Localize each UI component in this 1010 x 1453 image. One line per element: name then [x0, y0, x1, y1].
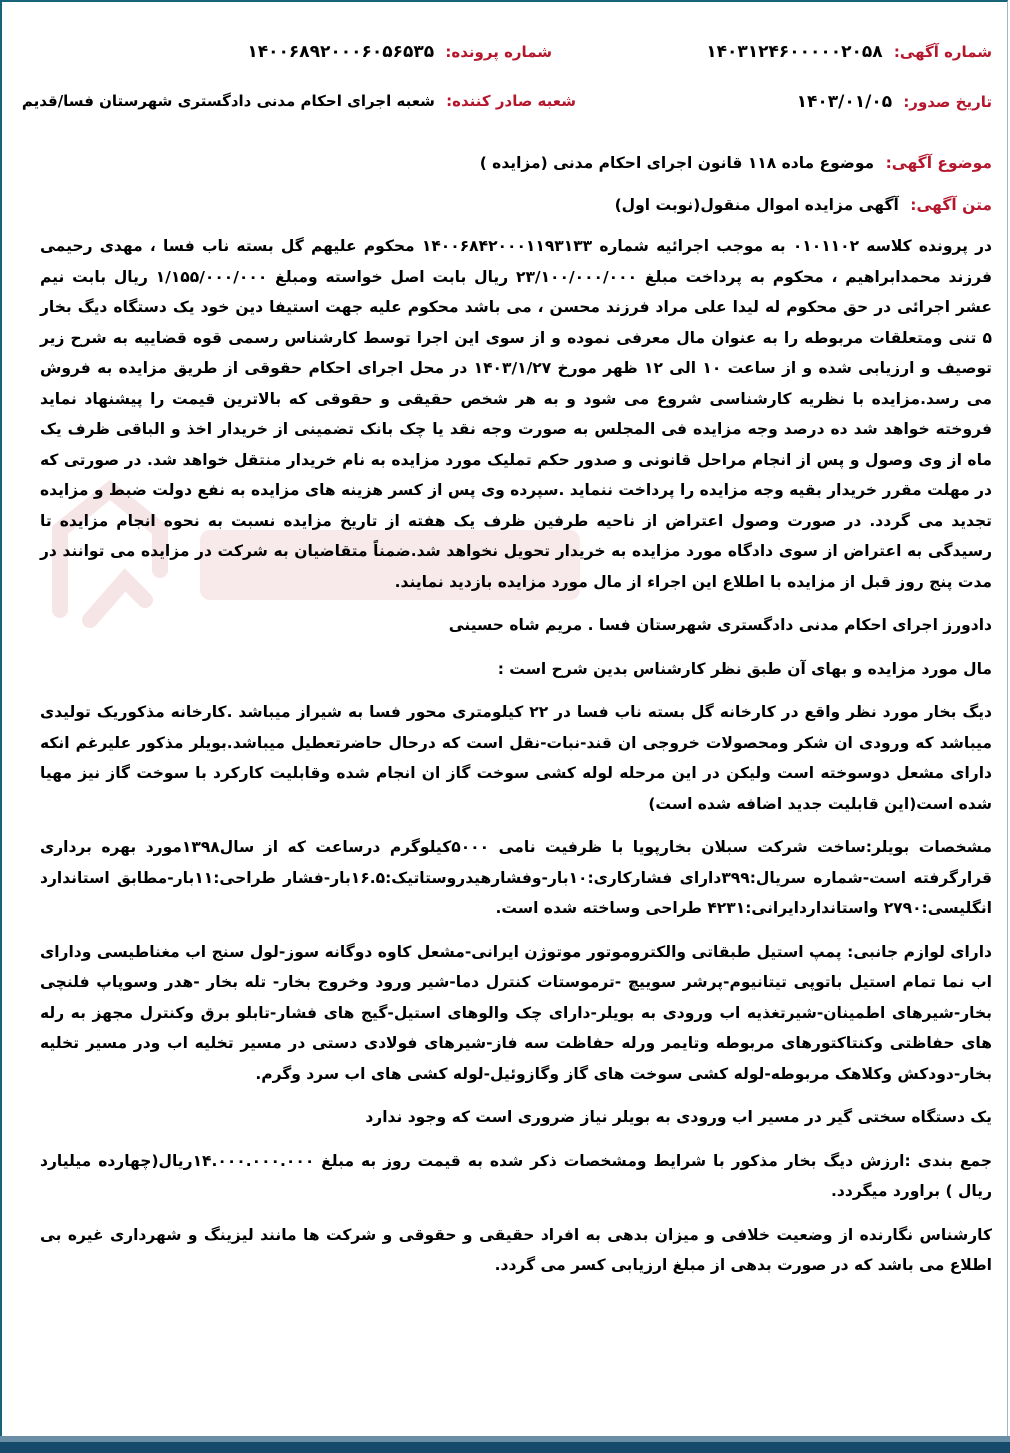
notice-number: ۱۴۰۳۱۲۴۶۰۰۰۰۰۲۰۵۸: [706, 42, 883, 62]
summary: جمع بندی :ارزش دیگ بخار مذکور با شرایط ومشخصات ذکر شده به قیمت روز به مبلغ ۱۴.۰۰۰.۰۰۰.۰۰۰ریال(چهارده میلیارد ریال ) براورد میگردد.: [40, 1151, 992, 1200]
main-paragraph: در پرونده کلاسه ۰۱۰۱۱۰۲ به موجب اجرائیه شماره ۱۴۰۰۶۸۴۲۰۰۰۱۱۹۳۱۳۳ محکوم علیهم گل بسته ناب فسا ، مهدی رحیمی فرزند محمدابراهیم ، محکوم به پرداخت مبلغ ۲۳/۱۰۰/۰۰۰/۰۰۰ ریال بابت اصل خواسته ومبلغ ۱/۱۵۵/۰۰۰/۰۰۰ ریال بابت نیم عشر اجرائی در حق محکوم له لیدا علی مراد فرزند محسن ، می باشد محکوم علیه جهت استیفا دین خود یک دستگاه دیگ بخار ۵ تنی ومتعلقات مربوطه را به عنوان مال معرفی نموده و از سوی این اجرا توسط کارشناس رسمی قوه قضاییه به شرح زیر توصیف و ارزیابی شده و از ساعت ۱۰ الی ۱۲ ظهر مورخ ۱۴۰۳/۱/۲۷ در محل اجرای احکام حقوقی از طریق مزایده به فروش می رسد.مزایده با نظریه کارشناسی شروع می شود و به هر شخص حقیقی و حقوقی که بالاترین قیمت را پیشنهاد نماید فروخته خواهد شد ده درصد وجه مزایده فی المجلس به صورت وجه نقد یا چک بانک تضمینی از خریدار اخذ و الباقی ظرف یک ماه از وی وصول و پس از انجام مراحل قانونی و صدور حکم تملیک مورد مزایده به نام خریدار منتقل خواهد شد. در صورتی که در مهلت مقرر خریدار بقیه وجه مزایده را پرداخت ننماید .سپرده وی پس از کسر هزینه های مزایده به نفع دولت ضبط و مزایده تجدید می گردد. در صورت وصول اعتراض از ناحیه طرفین ظرف یک هفته از تاریخ مزایده نسبت به نحوه انجام مزایده تا رسیدگی به اعتراض از سوی دادگاه مورد مزایده به خریدار تحویل نخواهد شد.ضمناً متقاضیان به شرکت در مزایده می توانند در مدت پنج روز قبل از مزایده با اطلاع این اجراء از مال مورد مزایده بازدید نمایند.: [40, 237, 993, 591]
text-title-line: [40, 190, 992, 221]
issue-date-label: تاریخ صدور:: [903, 93, 992, 111]
issuer-label: شعبه صادر کننده:: [446, 92, 576, 110]
issuer: شعبه اجرای احکام مدنی دادگستری شهرستان فسا/قدیم: [21, 92, 435, 110]
file-number-label: شماره پرونده:: [445, 43, 552, 61]
subject-line: [40, 148, 992, 179]
softener-note: یک دستگاه سختی گیر در مسیر اب ورودی به بویلر نیاز ضروری است که وجود ندارد: [365, 1108, 992, 1126]
notice-number-label: شماره آگهی:: [893, 43, 992, 61]
bottom-bar-highlight: [0, 1436, 1010, 1442]
boiler-specs: مشخصات بویلر:ساخت شرکت سبلان بخارپویا با ظرفیت نامی ۵۰۰۰کیلوگرم درساعت که از سال۱۳۹۸مورد بهره برداری قرارگرفته است-شماره سریال:۳۹۹دارای فشارکاری:۱۰بار-وفشارهیدروستاتیک:۱۶.۵بار-فشار طراحی:۱۱بار-مطابق استاندارد انگلیسی:۲۷۹۰ واستانداردایرانی:۴۲۳۱ طراحی وساخته شده است.: [40, 838, 992, 917]
disclaimer: کارشناس نگارنده از وضعیت خلافی و میزان بدهی به افراد حقیقی و حقوقی و شرکت ها مانند لیزینگ و شهرداری غیره بی اطلاع می باشد که در صورت بدهی از مبلغ ارزیابی کسر می گردد.: [40, 1225, 992, 1274]
accessories: دارای لوازم جانبی: پمپ استیل طبقاتی والکتروموتور موتوژن ایرانی-مشعل کاوه دوگانه سوز-لول سنج اب مغناطیسی ودارای اب نما تمام استیل باتوپی تیتانیوم-پرشر سوییچ -ترموستات کنترل دما-شیر ورود وخروج بخار- تله بخار -هدر وسوپاپ فلنچی بخار-شیرهای اطمینان-شیرتغذیه اب ورودی به بویلر-دارای چک والوهای استیل-گیج های فشار-تابلو برق وکنترل مجهز به رله های حفاظتی وکنتاکتورهای مربوطه وتایمر ورله حفاظت سه فاز-شیرهای فولادی دستی در مسیر تخلیه اب ودر مسیر تخلیه بخار-دودکش وکلاهک مربوطه-لوله کشی سوخت های گاز وگازوئیل-لوله کشی های اب سرد وگرم.: [40, 942, 992, 1083]
subject-label: موضوع آگهی:: [885, 154, 992, 172]
issue-date: ۱۴۰۳/۰۱/۰۵: [796, 92, 893, 112]
file-number: ۱۴۰۰۶۸۹۲۰۰۰۶۰۵۶۵۳۵: [247, 42, 435, 62]
items-intro: مال مورد مزایده و بهای آن طبق نظر کارشناس بدین شرح است :: [497, 659, 992, 678]
text-label: متن آگهی:: [910, 195, 992, 214]
file-number-row: [247, 42, 552, 62]
notice-number-row: [706, 42, 992, 62]
notice-body: [40, 148, 992, 1294]
issuer-row: [22, 92, 576, 110]
subject-text: موضوع ماده ۱۱۸ قانون اجرای احکام مدنی (مزایده ): [479, 154, 875, 172]
signature: دادورز اجرای احکام مدنی دادگستری شهرستان فسا . مریم شاه حسینی: [448, 616, 992, 634]
issue-date-row: [797, 92, 992, 112]
text-title: آگهی مزایده اموال منقول(نوبت اول): [614, 195, 899, 214]
bottom-bar: [0, 1436, 1010, 1453]
boiler-description: دیگ بخار مورد نظر واقع در کارخانه گل بسته ناب فسا در ۲۲ کیلومتری محور فسا به شیراز میباشد .کارخانه مذکوریک تولیدی میباشد که ورودی ان شکر ومحصولات خروجی ان قند-نبات-نقل است که درحال حاضرتعطیل میباشد.بویلر مذکور علیرغم انکه دارای مشعل دوسوخته است ولیکن در این مرحله لوله کشی سوخت گاز ان انجام شده وقابلیت کارکرد با سوخت گاز نیز مهیا شده است(این قابلیت جدید اضافه شده است): [40, 703, 993, 813]
